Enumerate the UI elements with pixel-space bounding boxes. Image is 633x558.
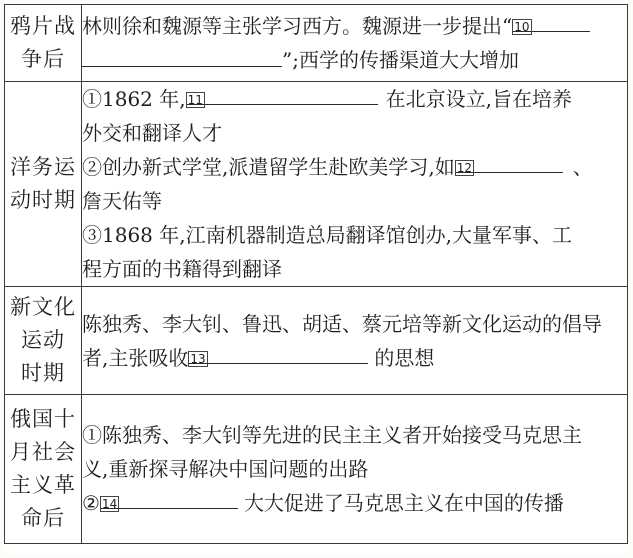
content-text: ”;西学的传播渠道大大增加 xyxy=(282,48,519,72)
table-row xyxy=(5,287,628,395)
content-text: 大大促进了马克思主义在中国的传播 xyxy=(243,491,564,515)
content-cell xyxy=(82,287,628,395)
content-text: ②创办新式学堂,派遣留学生赴欧美学习,如 xyxy=(82,155,455,179)
fill-blank-14[interactable] xyxy=(100,486,238,509)
content-text: 、 xyxy=(572,155,593,179)
blank-number: 12 xyxy=(456,161,472,175)
content-text: ①陈独秀、李大钊等先进的民主主义者开始接受马克思主 xyxy=(82,423,582,447)
fill-blank-13[interactable] xyxy=(188,341,368,364)
content-cell xyxy=(82,395,628,544)
fill-blank-12[interactable] xyxy=(455,150,563,173)
history-table xyxy=(4,4,628,544)
content-text: 外交和翻译人才 xyxy=(82,121,222,145)
content-text: 义,重新探寻解决中国问题的出路 xyxy=(82,457,369,481)
blank-number: 14 xyxy=(101,497,118,511)
content-text: ② xyxy=(82,491,100,515)
period-label: 动时期 xyxy=(10,188,76,212)
content-cell xyxy=(82,5,628,82)
fill-blank-10[interactable] xyxy=(512,9,590,32)
period-label: 争后 xyxy=(21,47,65,71)
period-label: 时期 xyxy=(21,361,65,385)
fill-blank-10-continued[interactable] xyxy=(82,44,282,67)
period-cell xyxy=(5,287,82,395)
period-cell xyxy=(5,82,82,287)
worksheet xyxy=(4,4,628,554)
period-label: 主义革 xyxy=(10,473,76,497)
table-row xyxy=(5,82,628,287)
fill-blank-11[interactable] xyxy=(186,82,378,105)
period-label: 命后 xyxy=(21,506,65,530)
blank-number: 13 xyxy=(190,351,206,366)
period-label: 俄国十 xyxy=(10,407,76,431)
table-row xyxy=(5,395,628,544)
table-row xyxy=(5,5,628,82)
period-label: 洋务运 xyxy=(10,155,76,179)
period-label: 新文化 xyxy=(10,295,76,319)
content-text: 在北京设立,旨在培养 xyxy=(385,87,572,111)
content-text: 陈独秀、李大钊、鲁迅、胡适、蔡元培等新文化运动的倡导 xyxy=(82,311,602,336)
content-cell xyxy=(82,82,628,287)
content-text: 者,主张吸收 xyxy=(82,345,189,370)
content-text: ③1868 年,江南机器制造总局翻译馆创办,大量军事、工 xyxy=(82,223,572,247)
blank-number: 11 xyxy=(187,93,203,107)
period-label: 月社会 xyxy=(10,440,76,464)
content-text: 詹天佑等 xyxy=(82,189,162,213)
period-label: 运动 xyxy=(21,328,65,352)
content-text: 林则徐和魏源等主张学习西方。魏源进一步提出“ xyxy=(82,14,513,38)
period-cell xyxy=(5,395,82,544)
content-text: 程方面的书籍得到翻译 xyxy=(82,257,282,281)
period-label: 鸦片战 xyxy=(10,14,76,38)
period-cell xyxy=(5,5,82,82)
content-text: ①1862 年, xyxy=(82,87,186,111)
blank-number: 10 xyxy=(514,20,530,34)
content-text: 的思想 xyxy=(374,345,435,370)
